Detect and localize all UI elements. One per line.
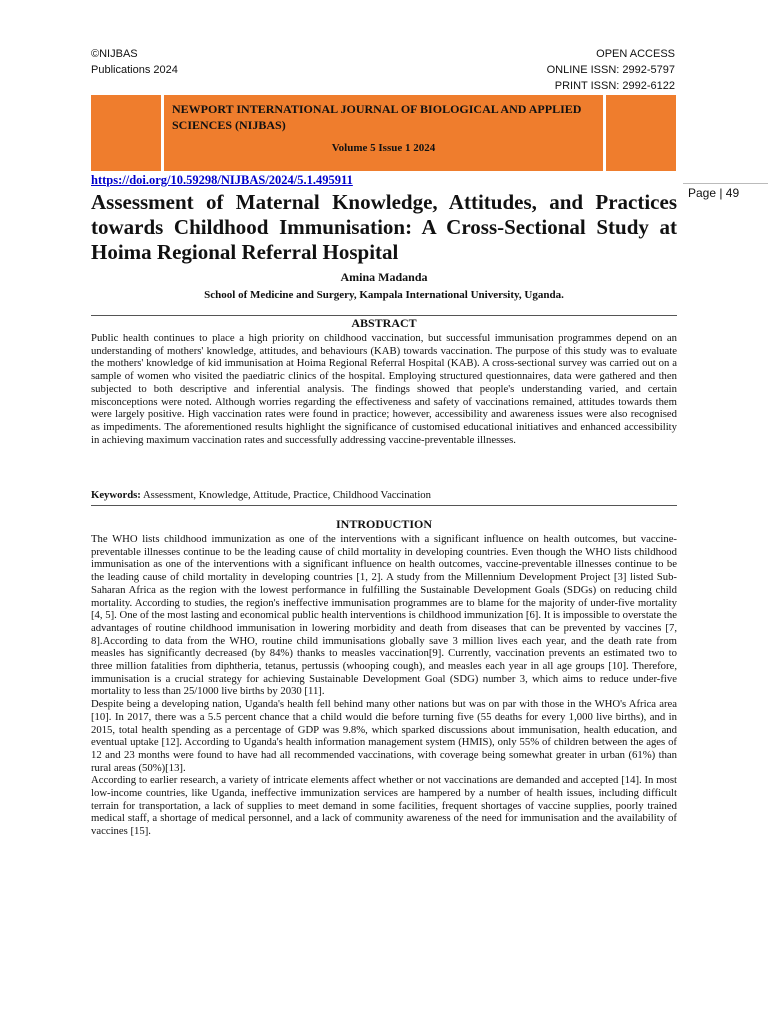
intro-paragraph: The WHO lists childhood immunization as one of the interventions with a significant influence on health outcomes, but vaccine-preventable illnesses continue to be the leading cause of child mortality in developing countries. Even though the WHO lists childhood immunisation as one of the interventions with a significant influence on health outcomes, vaccine-preventable illnesses continue to be the leading cause of child mortality in developing countries [1, 2]. A study from the Millennium Development Project [3] listed Sub-Saharan Africa as the region with the lowest performance in fulfilling the Sustainable Development Goals (SDGs) on reducing child mortality. According to studies, the region's ineffective immunisation programmes are to blame for the majority of under-five mortality [4, 5]. One of the most lasting and economical public health interventions is childhood immunization [6]. It is impossible to overstate the advantages of routine childhood immunisation in lowering morbidity and death from diseases that can be prevented by vaccines [7, 8].According to data from the WHO, routine child immunisations globally save 3 million lives each year, and the death rate from measles has significantly decreased (by 84%) thanks to measles vaccination[9]. Currently, vaccination prevents an estimated two to three million fatalities from diphtheria, tetanus, pertussis (whooping cough), and measles each year in all age groups [10]. Therefore, immunisation is a crucial strategy for achieving Sustainable Development Goal (SDG) number 3, which aims to reduce under-five mortality to less than 25/1000 live births by 2030 [11]. <box>91 533 677 698</box>
doi-link[interactable]: https://doi.org/10.59298/NIJBAS/2024/5.1.495911 <box>91 173 353 187</box>
page-number: Page | 49 <box>688 186 740 200</box>
keywords-label: Keywords: <box>91 489 141 501</box>
introduction-heading: INTRODUCTION <box>335 517 432 531</box>
banner-right-block <box>606 95 676 171</box>
author-name: Amina Madanda <box>340 270 428 284</box>
journal-banner <box>91 95 676 171</box>
keywords-line <box>91 489 677 501</box>
abstract-text: Public health continues to place a high priority on childhood vaccination, but successful immunisation programmes depend on an understanding of mothers' knowledge, attitudes, and behaviours (KAB) towards vaccination. The purpose of this study was to evaluate the mothers' knowledge of kid immunisation at Hoima Regional Referral Hospital (KAB). A cross-sectional survey was carried out on a sample of women who visited the paediatric clinics of the hospital. Employing structured questionnaires, data were gathered and then subjected to both descriptive and inferential analysis. The findings showed that people's understanding varied, and certain misconceptions were noted. Although worries regarding the effectiveness and safety of vaccinations remained, attitudes towards them were largely positive. High vaccination rates were found in practice; however, accessibility and awareness issues were also recognised as impediments. The aforementioned results highlight the significance of customised educational initiatives and enhanced accessibility in achieving maximum vaccination rates and successfully addressing vaccine-preventable illnesses. <box>91 332 677 446</box>
header-left <box>91 46 178 78</box>
abstract-bottom-rule <box>91 505 677 506</box>
banner-left-block <box>91 95 161 171</box>
header-right <box>547 46 675 94</box>
article-title: Assessment of Maternal Knowledge, Attitudes, and Practices towards Childhood Immunisation: A Cross-Sectional Study at Hoima Regional Referral Hospital <box>91 190 677 264</box>
banner-center <box>161 95 606 171</box>
abstract-heading: ABSTRACT <box>351 316 417 330</box>
journal-title: NEWPORT INTERNATIONAL JOURNAL OF BIOLOGICAL AND APPLIED SCIENCES (NIJBAS) <box>172 102 582 132</box>
volume-issue: Volume 5 Issue 1 2024 <box>331 142 436 154</box>
open-access-label: OPEN ACCESS <box>596 48 675 60</box>
publications-year: Publications 2024 <box>91 64 178 76</box>
online-issn: ONLINE ISSN: 2992-5797 <box>546 64 675 76</box>
copyright-label: ©NIJBAS <box>91 48 138 60</box>
print-issn: PRINT ISSN: 2992-6122 <box>554 80 675 92</box>
introduction-body <box>91 533 677 838</box>
intro-paragraph: Despite being a developing nation, Uganda's health fell behind many other nations but was on par with those in the WHO's Africa area [10]. In 2017, there was a 5.5 percent chance that a child would die before turning five (55 deaths for every 1,000 live births), and in 2015, total health spending as a percentage of GDP was 9.8%, which sparked discussions about immunisation, health education, and eventual uptake [12]. According to Uganda's health information management system (HMIS), only 55% of children between the ages of 12 and 23 months were found to have had all recommended vaccinations, with coverage being somewhat greater in urban (61%) than rural areas (50%)[13]. <box>91 698 677 774</box>
author-affiliation: School of Medicine and Surgery, Kampala International University, Uganda. <box>204 289 564 301</box>
intro-paragraph: According to earlier research, a variety of intricate elements affect whether or not vaccinations are demanded and accepted [14]. In most low-income countries, like Uganda, ineffective immunization services are hampered by a number of health issues, including difficult terrain for transportation, a lack of supplies to meet demand in some facilities, frequent shortages of vaccine supplies, poorly trained medical staff, a shortage of medical personnel, and a lack of community awareness of the need for immunisation and the availability of vaccines [15]. <box>91 774 677 838</box>
page-rule <box>683 183 768 184</box>
keywords-list: Assessment, Knowledge, Attitude, Practice, Childhood Vaccination <box>142 489 431 501</box>
